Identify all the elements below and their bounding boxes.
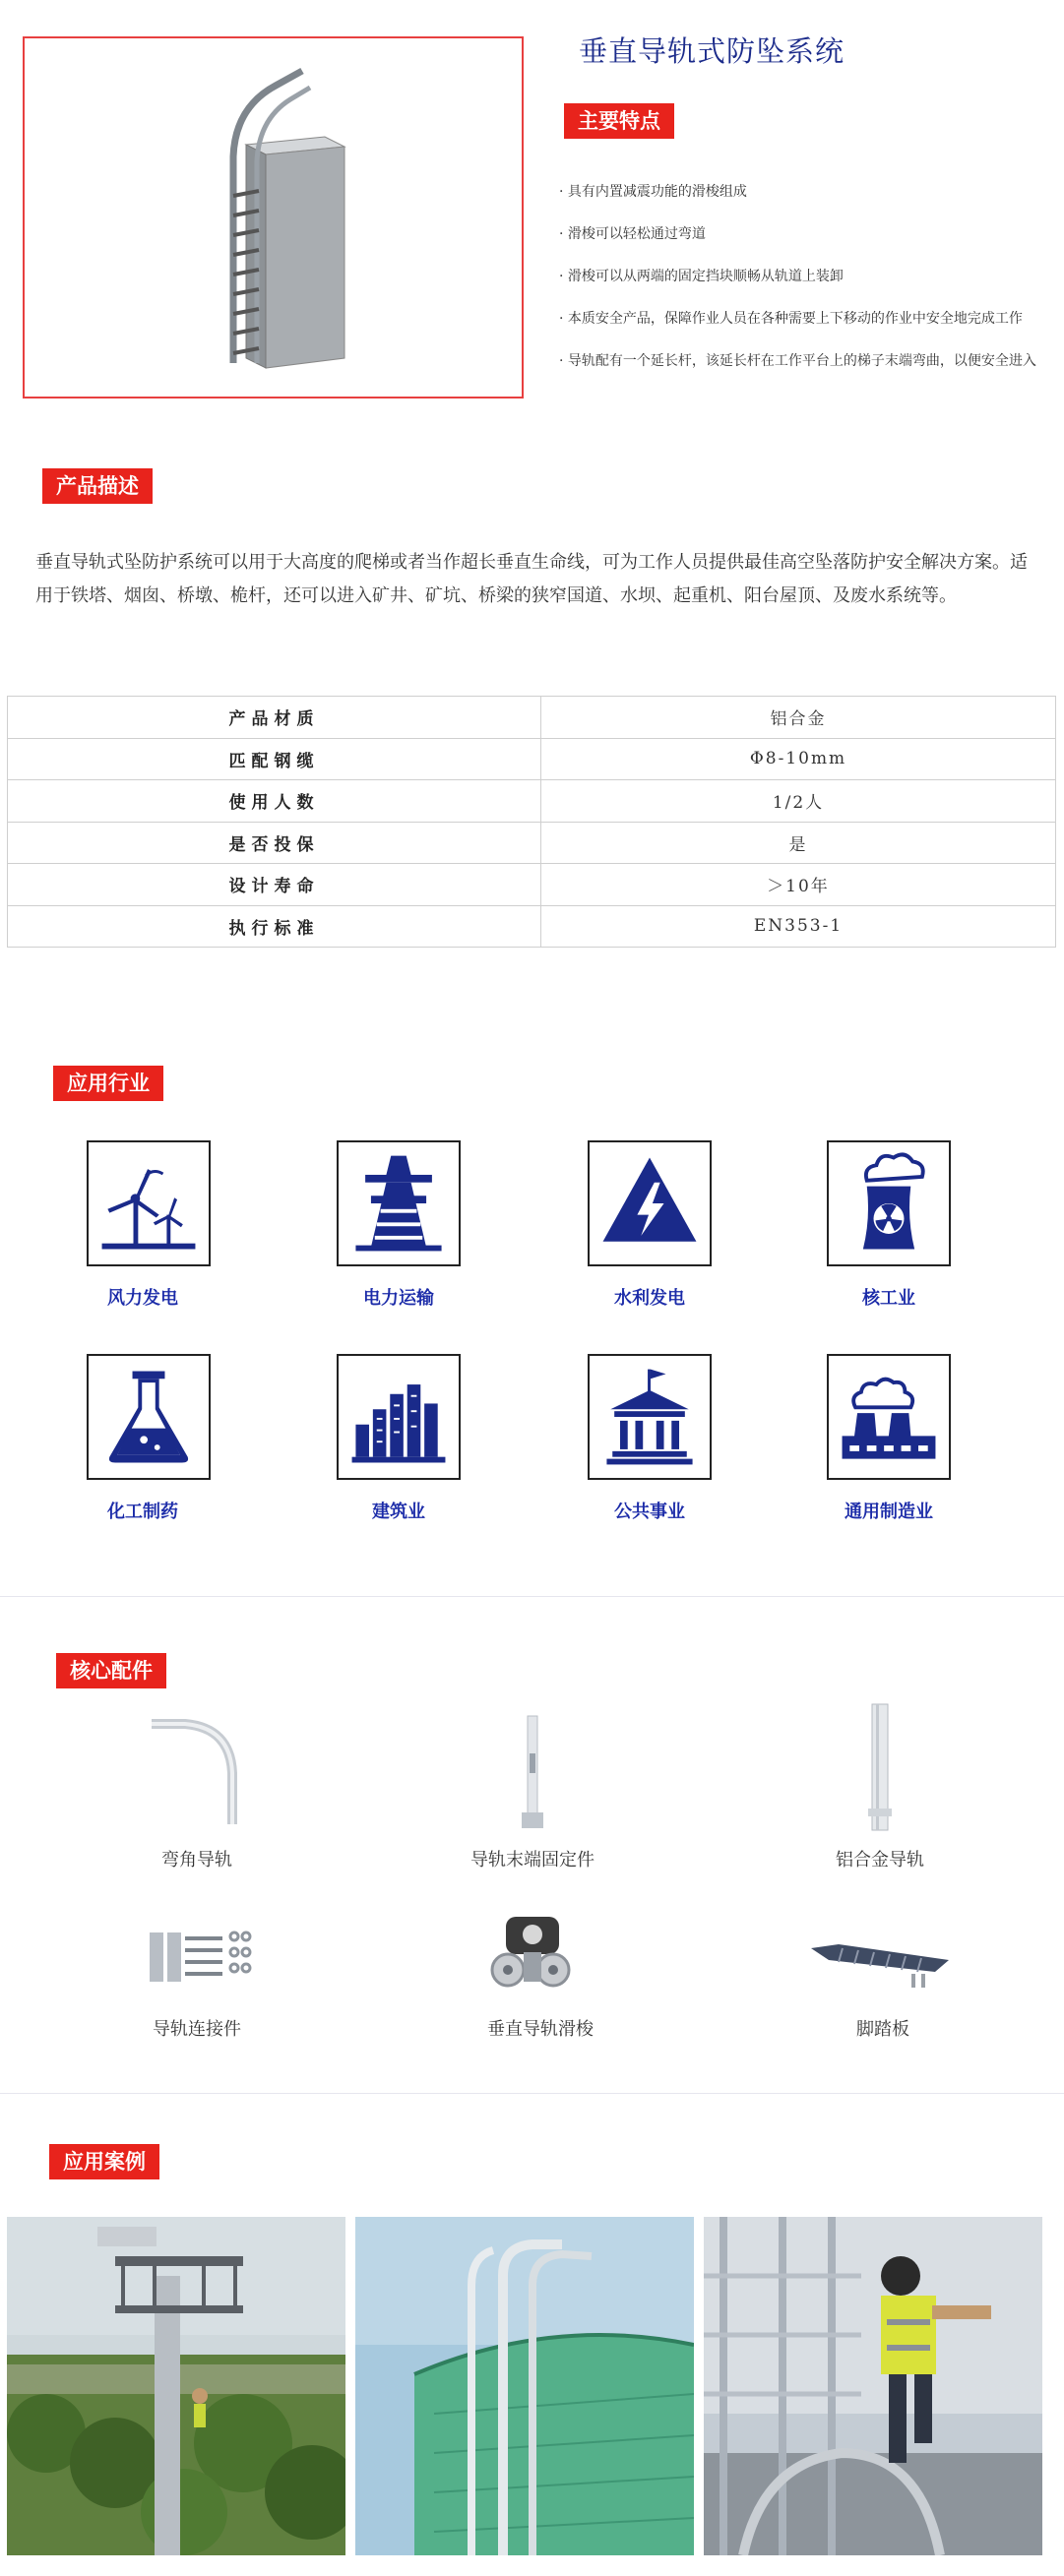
foot-pedal-image: [809, 1938, 951, 1995]
aluminum-rail-image: [862, 1702, 898, 1832]
hydro-lightning-icon: [588, 1140, 712, 1266]
section-divider: [0, 1596, 1064, 1597]
industry-label: 电力运输: [363, 1288, 434, 1309]
product-description: 垂直导轨式坠防护系统可以用于大高度的爬梯或者当作超长垂直生命线，可为工作人员提供最佳高空坠落防护安全解决方案。适用于铁塔、烟囱、桥墩、桅杆，还可以进入矿井、矿坑、桥梁的狭窄国道、水坝、起重机、阳台屋顶、及废水系统等。: [35, 552, 1028, 606]
industries-section-tag: 应用行业: [53, 1066, 163, 1101]
feature-item: · 滑梭可以从两端的固定挡块顺畅从轨道上装卸: [559, 269, 844, 284]
vertical-rail-system-illustration: [25, 38, 522, 397]
spec-key: 使用人数: [8, 780, 541, 823]
section-divider: [0, 2093, 1064, 2094]
industry-label: 核工业: [862, 1288, 915, 1309]
feature-item: · 滑梭可以轻松通过弯道: [559, 226, 706, 242]
public-building-icon: [588, 1354, 712, 1480]
industry-label: 公共事业: [614, 1502, 685, 1522]
spec-value: ＞10年: [541, 864, 1056, 906]
spec-key: 产品材质: [8, 697, 541, 739]
power-tower-icon: [337, 1140, 461, 1266]
description-section-tag: 产品描述: [42, 468, 153, 504]
feature-item: · 导轨配有一个延长杆，该延长杆在工作平台上的梯子末端弯曲，以便安全进入: [559, 353, 1036, 369]
rail-end-stop-image: [518, 1714, 547, 1832]
flask-icon: [87, 1354, 211, 1480]
factory-icon: [827, 1354, 951, 1480]
part-label: 脚踏板: [856, 2019, 909, 2040]
curved-rail-image: [146, 1714, 244, 1828]
part-label: 导轨末端固定件: [470, 1850, 595, 1871]
table-row: [8, 905, 1056, 948]
features-section-tag: 主要特点: [564, 103, 674, 139]
spec-value: 铝合金: [541, 697, 1056, 739]
product-image-frame: [23, 36, 524, 399]
spec-value: 1/2人: [541, 780, 1056, 823]
rail-connector-image: [148, 1929, 252, 1986]
feature-item: · 本质安全产品，保障作业人员在各种需要上下移动的作业中安全地完成工作: [559, 311, 1023, 327]
industry-label: 水利发电: [614, 1288, 685, 1309]
parts-section-tag: 核心配件: [56, 1653, 166, 1688]
feature-item: · 具有内置减震功能的滑梭组成: [559, 184, 747, 200]
table-row: [8, 697, 1056, 739]
spec-table: [7, 696, 1056, 948]
spec-key: 是否投保: [8, 822, 541, 864]
industry-label: 通用制造业: [845, 1502, 933, 1522]
spec-key: 执行标准: [8, 905, 541, 948]
part-label: 导轨连接件: [153, 2019, 241, 2040]
industry-label: 风力发电: [107, 1288, 178, 1309]
cases-section-tag: 应用案例: [49, 2144, 159, 2179]
case-photo-silo: [355, 2217, 694, 2555]
wind-turbine-icon: [87, 1140, 211, 1266]
industry-label: 建筑业: [372, 1502, 425, 1522]
industry-label: 化工制药: [107, 1502, 178, 1522]
spec-value: Φ8-10mm: [541, 738, 1056, 780]
buildings-icon: [337, 1354, 461, 1480]
part-label: 垂直导轨滑梭: [487, 2019, 594, 2040]
spec-key: 匹配钢缆: [8, 738, 541, 780]
spec-value: EN353-1: [541, 905, 1056, 948]
case-photo-climber: [704, 2217, 1042, 2555]
spec-value: 是: [541, 822, 1056, 864]
table-row: [8, 780, 1056, 823]
nuclear-icon: [827, 1140, 951, 1266]
table-row: [8, 738, 1056, 780]
page-title: 垂直导轨式防坠系统: [579, 34, 845, 68]
table-row: [8, 822, 1056, 864]
part-label: 弯角导轨: [161, 1850, 232, 1871]
rail-shuttle-image: [486, 1913, 579, 1993]
spec-key: 设计寿命: [8, 864, 541, 906]
case-photo-tower: [7, 2217, 345, 2555]
table-row: [8, 864, 1056, 906]
part-label: 铝合金导轨: [836, 1850, 924, 1871]
